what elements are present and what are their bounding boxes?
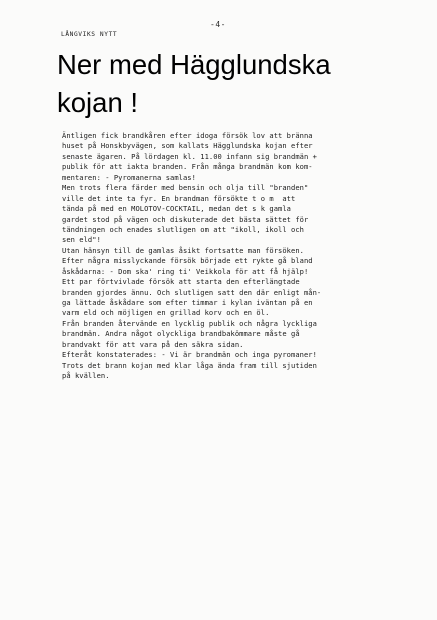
article-body [62,131,432,382]
body-line: åskådarna: - Dom ska' ring ti' Veikkola för att få hjälp! [62,266,309,276]
body-line: Men trots flera färder med bensin och olja till "branden" [62,183,309,193]
body-line: mentaren: - Pyromanerna samlas! [62,172,196,182]
article-headline [57,46,397,122]
body-line: tändningen och enades slutligen om att "ikoll, ikoll och [62,224,304,234]
headline-line-2: kojan ! [57,87,139,118]
body-line: Från branden återvände en lycklig publik och några lyckliga [62,318,317,328]
page-number: -4- [210,20,226,29]
body-line: senaste ägaren. På lördagen kl. 11.00 infann sig brandmän + [62,151,317,161]
body-line: varm eld och möjligen en grillad korv och en öl. [62,308,270,318]
body-line: Utan hänsyn till de gamlas åsikt fortsatte man försöken. [62,245,304,255]
body-line: tända på med en MOLOTOV-COCKTAIL, medan det s k gamla [62,204,292,214]
body-line: brandvakt för att vara på den säkra sidan. [62,339,244,349]
headline-line-1: Ner med Hägglundska [57,49,331,80]
body-line: huset på Honskbyvägen, som kallats Hägglundska kojan efter [62,141,313,151]
body-line: Äntligen fick brandkåren efter idoga försök lov att bränna [62,131,313,140]
body-line: brandmän. Andra något olyckliga brandbakömmare måste gå [62,329,300,339]
body-line: Trots det brann kojan med klar låga ända fram till sjutiden [62,360,317,370]
body-line: ville det inte ta fyr. En brandman försökte t o m att [62,193,296,203]
body-line: sen eld"! [62,235,101,245]
body-line: på kvällen. [62,371,110,381]
body-line: publik för att iakta branden. Från många brandmän kom kom- [62,162,313,172]
body-line: Efteråt konstaterades: - Vi är brandmän och inga pyromaner! [62,350,317,360]
body-line: branden gjordes ännu. Och slutligen satt den där enligt mån- [62,287,322,297]
newsletter-running-head: LÅNGVIKS NYTT [61,31,118,38]
body-line: ga lättade åskådare som efter timmar i kylan iväntan på en [62,298,313,307]
body-line: Ett par förtvivlade försök att starta den efterlängtade [62,277,300,287]
body-line: Efter några misslyckande försök började ett rykte gå bland [62,256,313,266]
body-line: gardet stod på vägen och diskuterade det bästa sättet för [62,214,309,224]
